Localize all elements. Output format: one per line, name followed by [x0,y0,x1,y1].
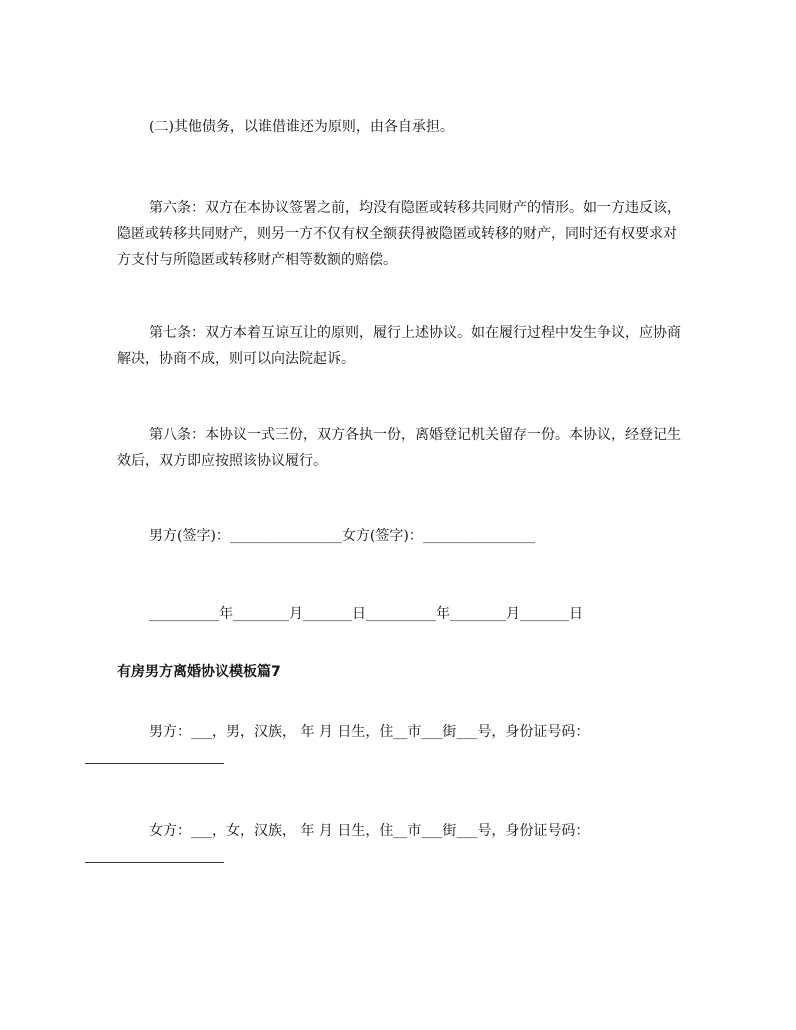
clause-article-6: 第六条：双方在本协议签署之前，均没有隐匿或转移共同财产的情形。如一方违反该，隐匿或转移共同财产，则另一方不仅有权全额获得被隐匿或转移的财产，同时还有权要求对方支付与所隐匿或转移财产相等数额的赔偿。 [117,200,681,268]
id-number-blank-female [85,861,224,863]
signature-line: 男方(签字)：________________女方(签字)：________________ [149,528,535,544]
party-female-text: 女方：___，女，汉族， 年 月 日生，住__市___街___号，身份证号码： [149,823,590,839]
clause-article-8: 第八条：本协议一式三份，双方各执一份，离婚登记机关留存一份。本协议，经登记生效后，双方即应按照该协议履行。 [117,427,681,469]
clause-article-7: 第七条：双方本着互谅互让的原则，履行上述协议。如在履行过程中发生争议，应协商解决，协商不成，则可以向法院起诉。 [117,325,681,367]
section-heading: 有房男方离婚协议模板篇7 [117,664,281,680]
clause-other-debts: (二)其他债务，以谁借谁还为原则，由各自承担。 [149,119,454,135]
party-male-block [117,719,685,771]
party-female-block [117,818,685,870]
id-number-blank-male [85,762,224,764]
party-male-text: 男方：___，男，汉族， 年 月 日生，住__市___街___号，身份证号码： [149,724,590,740]
signature-dates: __________年________月_______日__________年________月_______日 [149,606,583,622]
